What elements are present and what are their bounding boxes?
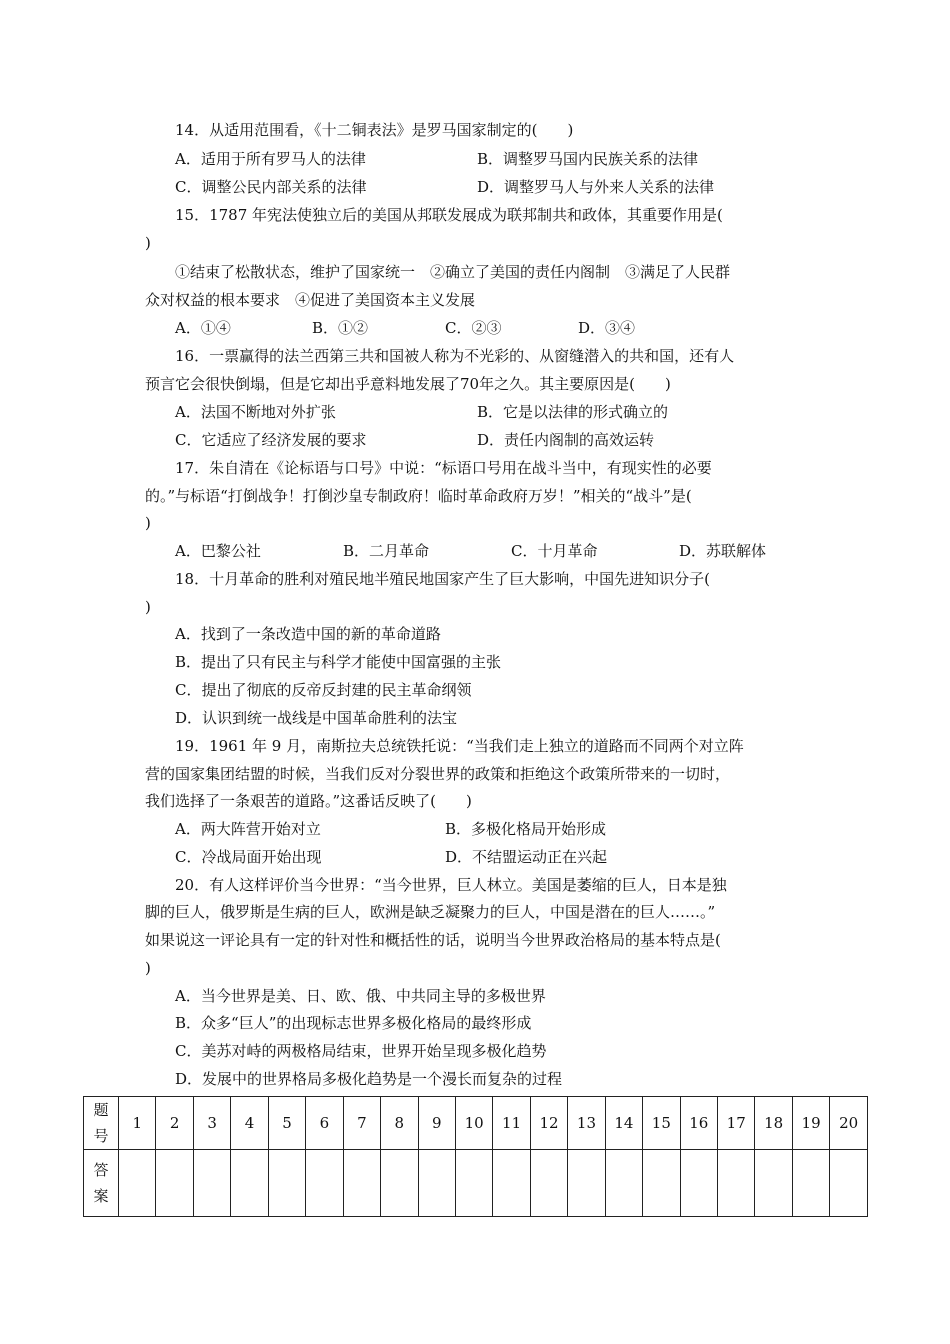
question-19-option-c: C．冷战局面开始出现 xyxy=(175,848,322,866)
question-20-stem-line-2: 脚的巨人，俄罗斯是生病的巨人，欧洲是缺乏凝聚力的巨人，中国是潜在的巨人……。” xyxy=(145,903,716,921)
question-16-stem-line-2: 预言它会很快倒塌，但是它却出乎意料地发展了70年之久。其主要原因是( ) xyxy=(145,375,671,393)
question-20-option-d: D．发展中的世界格局多极化趋势是一个漫长而复杂的过程 xyxy=(175,1070,563,1088)
answer-cell[interactable] xyxy=(231,1150,268,1217)
question-18-option-c: C．提出了彻底的反帝反封建的民主革命纲领 xyxy=(175,681,472,699)
question-15-option-d: D．③④ xyxy=(578,319,636,337)
answer-cell[interactable] xyxy=(193,1150,230,1217)
number-cell: 18 xyxy=(755,1097,792,1150)
number-cell: 3 xyxy=(193,1097,230,1150)
question-19-stem-line-2: 营的国家集团结盟的时候，当我们反对分裂世界的政策和拒绝这个政策所带来的一切时， xyxy=(145,765,731,783)
answer-cell[interactable] xyxy=(718,1150,755,1217)
answer-cell[interactable] xyxy=(156,1150,193,1217)
number-cell: 19 xyxy=(792,1097,829,1150)
number-cell: 5 xyxy=(268,1097,305,1150)
answer-cell[interactable] xyxy=(455,1150,492,1217)
question-19-option-a: A．两大阵营开始对立 xyxy=(175,820,321,838)
question-20-stem-bracket: ) xyxy=(145,959,151,977)
question-14-option-a: A．适用于所有罗马人的法律 xyxy=(175,150,366,168)
number-cell: 7 xyxy=(343,1097,380,1150)
answer-header-cell xyxy=(84,1150,119,1217)
number-cell: 15 xyxy=(643,1097,680,1150)
number-cell: 13 xyxy=(568,1097,605,1150)
question-20-option-c: C．美苏对峙的两极格局结束，世界开始呈现多极化趋势 xyxy=(175,1042,547,1060)
number-header-char-1: 题 xyxy=(93,1101,109,1119)
question-15-option-a: A．①④ xyxy=(175,319,231,337)
answer-cell[interactable] xyxy=(643,1150,680,1217)
question-19-option-b: B．多极化格局开始形成 xyxy=(445,820,607,838)
number-cell: 11 xyxy=(493,1097,530,1150)
question-20-stem-line-3: 如果说这一评论具有一定的针对性和概括性的话，说明当今世界政治格局的基本特点是( xyxy=(145,931,721,949)
question-15-stem: 15．1787 年宪法使独立后的美国从邦联发展成为联邦制共和政体，其重要作用是( xyxy=(175,206,723,224)
question-15-stem-bracket: ) xyxy=(145,234,151,252)
question-15-option-c: C．②③ xyxy=(445,319,502,337)
question-18-option-d: D．认识到统一战线是中国革命胜利的法宝 xyxy=(175,709,458,727)
answer-cell[interactable] xyxy=(830,1150,868,1217)
question-14-option-c: C．调整公民内部关系的法律 xyxy=(175,178,367,196)
answer-cell[interactable] xyxy=(605,1150,642,1217)
answer-cell[interactable] xyxy=(530,1150,567,1217)
question-20-option-b: B．众多“巨人”的出现标志世界多极化格局的最终形成 xyxy=(175,1014,532,1032)
question-16-stem-line-1: 16．一票赢得的法兰西第三共和国被人称为不光彩的、从窗缝潜入的共和国，还有人 xyxy=(175,347,735,365)
answer-table-number-row xyxy=(84,1097,868,1150)
answer-cell[interactable] xyxy=(343,1150,380,1217)
question-17-stem-line-1: 17．朱自清在《论标语与口号》中说：“标语口号用在战斗当中，有现实性的必要 xyxy=(175,459,712,477)
answer-cell[interactable] xyxy=(680,1150,717,1217)
number-header-cell xyxy=(84,1097,119,1150)
answer-header-char-2: 案 xyxy=(93,1187,109,1205)
question-18-option-b: B．提出了只有民主与科学才能使中国富强的主张 xyxy=(175,653,502,671)
answer-cell[interactable] xyxy=(306,1150,343,1217)
answer-cell[interactable] xyxy=(755,1150,792,1217)
question-17-stem-line-2: 的。”与标语“打倒战争！打倒沙皇专制政府！临时革命政府万岁！”相关的“战斗”是( xyxy=(145,487,692,505)
number-header-char-2: 号 xyxy=(93,1127,109,1145)
answer-cell[interactable] xyxy=(792,1150,829,1217)
question-18-stem-bracket: ) xyxy=(145,598,151,616)
question-17-stem-bracket: ) xyxy=(145,514,151,532)
answer-cell[interactable] xyxy=(568,1150,605,1217)
question-20-stem-line-1: 20．有人这样评价当今世界：“当今世界，巨人林立。美国是萎缩的巨人，日本是独 xyxy=(175,876,727,894)
question-16-option-c: C．它适应了经济发展的要求 xyxy=(175,431,367,449)
question-16-option-b: B．它是以法律的形式确立的 xyxy=(477,403,669,421)
number-cell: 17 xyxy=(718,1097,755,1150)
question-16-option-a: A．法国不断地对外扩张 xyxy=(175,403,336,421)
question-18-option-a: A．找到了一条改造中国的新的革命道路 xyxy=(175,625,441,643)
question-17-option-a: A．巴黎公社 xyxy=(175,542,261,560)
question-14-stem: 14．从适用范围看，《十二铜表法》是罗马国家制定的( ) xyxy=(175,121,574,139)
number-cell: 9 xyxy=(418,1097,455,1150)
number-cell: 12 xyxy=(530,1097,567,1150)
question-20-option-a: A．当今世界是美、日、欧、俄、中共同主导的多极世界 xyxy=(175,987,546,1005)
number-cell: 10 xyxy=(455,1097,492,1150)
number-cell: 14 xyxy=(605,1097,642,1150)
answer-table-answer-row xyxy=(84,1150,868,1217)
number-cell: 1 xyxy=(119,1097,156,1150)
question-15-option-b: B．①② xyxy=(312,319,369,337)
question-19-option-d: D．不结盟运动正在兴起 xyxy=(445,848,608,866)
question-17-option-b: B．二月革命 xyxy=(343,542,430,560)
answer-cell[interactable] xyxy=(493,1150,530,1217)
number-cell: 4 xyxy=(231,1097,268,1150)
question-14-option-d: D．调整罗马人与外来人关系的法律 xyxy=(477,178,715,196)
answer-header-char-1: 答 xyxy=(93,1161,109,1179)
question-17-option-c: C．十月革命 xyxy=(511,542,598,560)
number-cell: 8 xyxy=(381,1097,418,1150)
question-16-option-d: D．责任内阁制的高效运转 xyxy=(477,431,655,449)
question-18-stem: 18．十月革命的胜利对殖民地半殖民地国家产生了巨大影响，中国先进知识分子( xyxy=(175,570,710,588)
question-19-stem-line-1: 19．1961 年 9 月，南斯拉夫总统铁托说：“当我们走上独立的道路而不同两个对立阵 xyxy=(175,737,744,755)
question-17-option-d: D．苏联解体 xyxy=(679,542,767,560)
answer-cell[interactable] xyxy=(268,1150,305,1217)
number-cell: 2 xyxy=(156,1097,193,1150)
number-cell: 16 xyxy=(680,1097,717,1150)
answer-table xyxy=(83,1096,868,1217)
answer-cell[interactable] xyxy=(418,1150,455,1217)
number-cell: 20 xyxy=(830,1097,868,1150)
answer-cell[interactable] xyxy=(119,1150,156,1217)
question-15-material-line-2: 众对权益的根本要求 ④促进了美国资本主义发展 xyxy=(145,291,476,309)
question-15-material-line-1: ①结束了松散状态，维护了国家统一 ②确立了美国的责任内阁制 ③满足了人民群 xyxy=(175,263,731,281)
answer-cell[interactable] xyxy=(381,1150,418,1217)
number-cell: 6 xyxy=(306,1097,343,1150)
question-19-stem-line-3: 我们选择了一条艰苦的道路。”这番话反映了( ) xyxy=(145,792,472,810)
question-14-option-b: B．调整罗马国内民族关系的法律 xyxy=(477,150,699,168)
